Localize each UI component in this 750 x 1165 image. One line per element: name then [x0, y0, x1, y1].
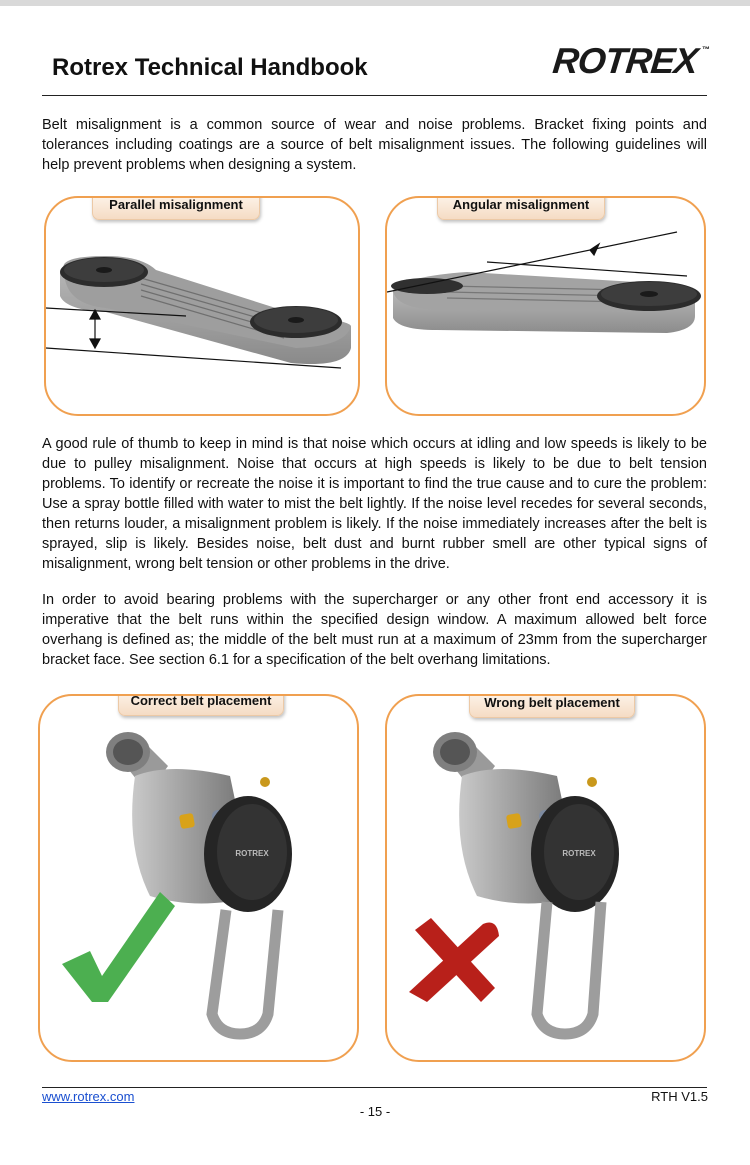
website-link[interactable]: www.rotrex.com — [42, 1089, 135, 1104]
cross-mark-icon — [409, 918, 499, 1002]
angular-misalignment-illustration — [387, 198, 706, 416]
wrong-placement-illustration — [387, 696, 706, 1062]
parallel-misalignment-label: Parallel misalignment — [92, 196, 260, 220]
angular-misalignment-label: Angular misalignment — [437, 196, 605, 220]
pulley-brand-text-wrong: ROTREX — [562, 849, 596, 858]
document-version: RTH V1.5 — [651, 1089, 708, 1104]
check-mark-icon — [62, 892, 175, 1002]
top-bar — [0, 0, 750, 6]
correct-belt-placement-figure — [38, 694, 359, 1062]
footer-divider — [42, 1087, 707, 1088]
angular-misalignment-figure — [385, 196, 706, 416]
pulley-brand-text: ROTREX — [235, 849, 269, 858]
trademark-mark: ™ — [702, 45, 710, 54]
wrong-placement-label: Wrong belt placement — [469, 694, 635, 718]
correct-placement-label: Correct belt placement — [118, 694, 284, 716]
header-divider — [42, 95, 707, 96]
wrong-belt-placement-figure — [385, 694, 706, 1062]
parallel-misalignment-illustration — [46, 198, 360, 416]
overhang-paragraph: In order to avoid bearing problems with the supercharger or any other front end accessory it is imperative that the belt runs within the specified design window. A maximum allowed belt force overhang is defined as; the middle of the belt must run at a maximum of 23mm from the supercharger bracket face. See section 6.1 for a specification of the belt overhang limitations. — [42, 592, 707, 668]
correct-placement-illustration — [40, 696, 359, 1062]
rule-of-thumb-paragraph: A good rule of thumb to keep in mind is that noise which occurs at idling and low speeds is likely to be due to pulley misalignment. Noise that occurs at high speeds is likely to be due to belt tension problems. To identify or recreate the noise it is important to find the true cause and to cure the problem: Use a spray bottle filled with water to mist the belt lightly. If the noise level recedes for several seconds, then returns louder, a misalignment problem is likely. If the noise immediately increases after the belt is sprayed, slip is likely. Besides noise, belt dust and burnt rubber smell are other typical signs of misalignment, wrong belt tension or other problems in the drive. — [42, 436, 707, 572]
intro-paragraph: Belt misalignment is a common source of wear and noise problems. Bracket fixing points and tolerances including coatings are a source of belt misalignment issues. The following guidelines will help prevent problems when designing a system. — [42, 117, 707, 173]
page-title: Rotrex Technical Handbook — [52, 54, 368, 81]
parallel-misalignment-figure — [44, 196, 360, 416]
rotrex-logo: ROTREX — [550, 40, 700, 81]
page-number: - 15 - — [359, 1104, 391, 1119]
